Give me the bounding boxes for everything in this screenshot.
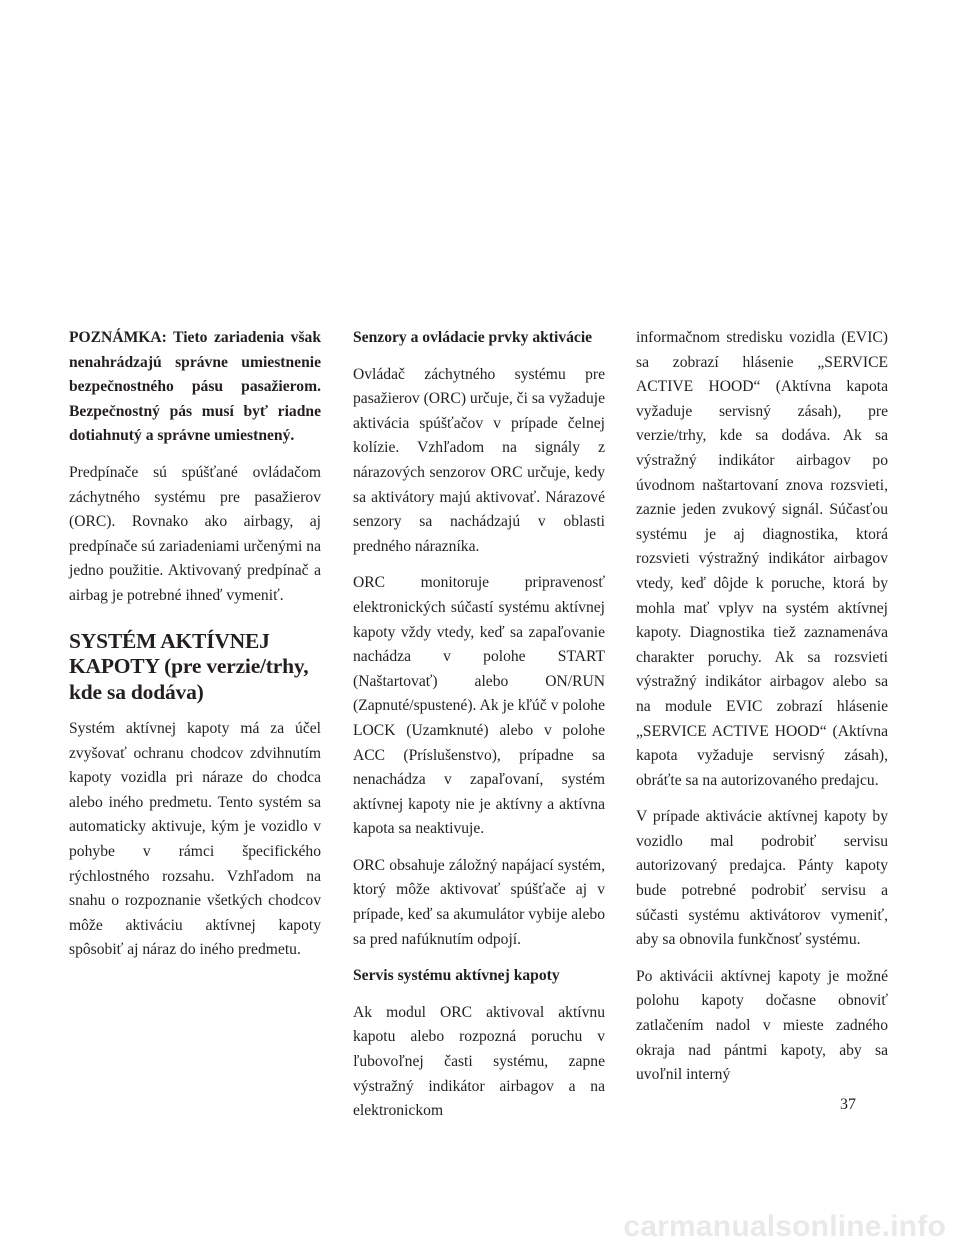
column-right (636, 326, 888, 1100)
orc-monitoring-paragraph: ORC monitoruje pripravenosť elektronických súčastí systému aktívnej kapoty vždy vtedy, keď sa zapaľovanie nachádza v polohe START (Naštartovať) alebo ON/RUN (Zapnuté/spustené). Ak je kľúč v polohe LOCK (Uzamknuté) alebo v polohe ACC (Príslušenstvo), prípadne sa nenachádza v zapaľovaní, systém aktívnej kapoty nie je aktívny a aktívna kapota sa neaktivuje. (353, 574, 605, 838)
evic-paragraph: informačnom stredisku vozidla (EVIC) sa zobrazí hlásenie „SERVICE ACTIVE HOOD“ (Aktívna kapota vyžaduje servisný zásah), pre verzie/trhy, kde sa dodáva. Ak sa výstražný indikátor airbagov po úvodnom naštartovaní znova rozsvieti, zaznie jeden zvukový signál. Súčasťou systému je aj diagnostika, ktorá rozsvieti výstražný indikátor airbagov vtedy, keď dôjde k poruche, ktorá by mohla mať vplyv na systém aktívnej kapoty. Diagnostika tiež zaznamenáva charakter poruchy. Ak sa rozsvieti výstražný indikátor airbagov alebo sa na module EVIC zobrazí hlásenie „SERVICE ACTIVE HOOD“ (Aktívna kapota vyžaduje servisný zásah), obráťte sa na autorizovaného predajcu. (636, 329, 888, 789)
note-paragraph: POZNÁMKA: Tieto zariadenia však nenahrádzajú správne umiestnenie bezpečnostného pásu pasažierom. Bezpečnostný pás musí byť riadne dotiahnutý a správne umiestnený. (69, 329, 321, 445)
service-heading: Servis systému aktívnej kapoty (353, 967, 560, 985)
sensors-heading: Senzory a ovládacie prvky aktivácie (353, 329, 593, 346)
pretensioner-paragraph: Predpínače sú spúšťané ovládačom záchytného systému pre pasažierov (ORC). Rovnako ako airbagy, aj predpínače sú zariadeniami určenými na jedno použitie. Aktivovaný predpínač a airbag je potrebné ihneď vymeniť. (69, 463, 321, 604)
hood-reset-paragraph: Po aktivácii aktívnej kapoty je možné polohu kapoty dočasne obnoviť zatlačením nadol v mieste zadného okraja nad pántmi kapoty, aby sa uvoľnil interný (636, 967, 888, 1084)
page-number: 37 (840, 1096, 856, 1113)
activation-service-paragraph: V prípade aktivácie aktívnej kapoty by vozidlo mal podrobiť servisu autorizovaný predajca. Pánty kapoty bude potrebné podrobiť servisu a súčasti systému aktivátorov vymeniť, aby sa obnovila funkčnosť systému. (636, 808, 888, 949)
active-hood-intro-paragraph: Systém aktívnej kapoty má za účel zvyšovať ochranu chodcov zdvihnutím kapoty vozidla pri náraze do chodca alebo iného predmetu. Tento systém sa automaticky aktivuje, kým je vozidlo v pohybe v rámci špecifického rýchlostného rozsahu. Vzhľadom na snahu o rozpoznanie všetkých chodcov môže aktiváciu aktívnej kapoty spôsobiť aj náraz do iného predmetu. (69, 720, 321, 959)
watermark: carmanualsonline.info (623, 1210, 946, 1243)
column-left (69, 326, 321, 975)
service-paragraph: Ak modul ORC aktivoval aktívnu kapotu alebo rozpozná poruchu v ľubovoľnej časti systému, zapne výstražný indikátor airbagov a na elektronickom (353, 1003, 605, 1120)
orc-paragraph: Ovládač záchytného systému pre pasažierov (ORC) určuje, či sa vyžaduje aktivácia spúšťačov v prípade čelnej kolízie. Vzhľadom na signály z nárazových senzorov ORC určuje, kedy sa aktivátory majú aktivovať. Nárazové senzory sa nachádzajú v oblasti predného nárazníka. (353, 365, 605, 555)
column-middle (353, 326, 605, 1136)
orc-backup-paragraph: ORC obsahuje záložný napájací systém, ktorý môže aktivovať spúšťače aj v prípade, keď sa akumulátor vybije alebo sa pred nafúknutím odpojí. (353, 856, 605, 948)
section-title: SYSTÉM AKTÍVNEJ KAPOTY (pre verzie/trhy, kde sa dodáva) (69, 628, 309, 704)
